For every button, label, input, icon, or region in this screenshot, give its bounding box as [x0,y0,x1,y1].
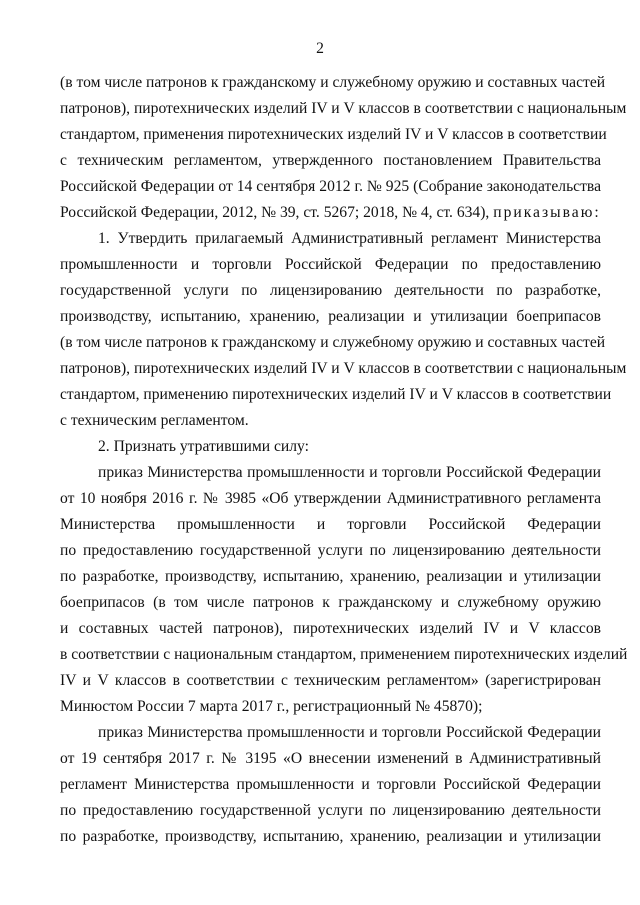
text-line: от 10 ноября 2016 г. № 3985 «Об утверждении Административного регламента [60,490,601,507]
text-line: с техническим регламентом, утвержденного постановлением Правительства [60,152,601,169]
text-line: 1. Утвердить прилагаемый Административный регламент Министерства [98,230,601,247]
page-number: 2 [316,40,324,57]
order-word: приказываю: [493,204,601,221]
text-line-segment: Российской Федерации, 2012, № 39, ст. 5267; 2018, № 4, ст. 634), [60,204,490,221]
text-line: в соответствии с национальным стандартом, применением пиротехнических изделий [60,646,628,663]
text-line: по предоставлению государственной услуги по лицензированию деятельности [60,802,601,819]
text-line: от 19 сентября 2017 г. № 3195 «О внесении изменений в Административный [60,750,601,767]
text-line: стандартом, применению пиротехнических изделий IV и V классов в соответствии [60,386,612,403]
text-line: по предоставлению государственной услуги по лицензированию деятельности [60,542,601,559]
text-line: производству, испытанию, хранению, реализации и утилизации боеприпасов [60,308,601,325]
text-line: и составных частей патронов), пиротехнических изделий IV и V классов [60,620,601,637]
text-line: боеприпасов (в том числе патронов к гражданскому и служебному оружию [60,594,601,611]
text-line: государственной услуги по лицензированию деятельности по разработке, [60,282,601,299]
text-line: Министерства промышленности и торговли Российской Федерации [60,516,601,533]
text-line: IV и V классов в соответствии с техническим регламентом» (зарегистрирован [60,672,601,689]
text-line: Минюстом России 7 марта 2017 г., регистрационный № 45870); [60,698,483,715]
text-line: промышленности и торговли Российской Федерации по предоставлению [60,256,601,273]
text-line: патронов), пиротехнических изделий IV и V классов в соответствии с национальным [60,360,627,377]
text-line: Российской Федерации от 14 сентября 2012 г. № 925 (Собрание законодательства [60,178,601,195]
text-line: 2. Признать утратившими силу: [98,438,309,455]
text-line: с техническим регламентом. [60,412,249,429]
text-line: приказ Министерства промышленности и торговли Российской Федерации [98,464,601,481]
text-line: приказ Министерства промышленности и торговли Российской Федерации [98,724,601,741]
text-line: патронов), пиротехнических изделий IV и V классов в соответствии с национальным [60,100,627,117]
text-line: по разработке, производству, испытанию, хранению, реализации и утилизации [60,568,601,585]
text-line: регламент Министерства промышленности и торговли Российской Федерации [60,776,601,793]
text-line: (в том числе патронов к гражданскому и служебному оружию и составных частей [60,334,606,351]
text-line [60,203,601,223]
text-line: по разработке, производству, испытанию, хранению, реализации и утилизации [60,828,601,845]
text-line: (в том числе патронов к гражданскому и служебному оружию и составных частей [60,74,606,91]
text-line: стандартом, применения пиротехнических изделий IV и V классов в соответствии [60,126,607,143]
